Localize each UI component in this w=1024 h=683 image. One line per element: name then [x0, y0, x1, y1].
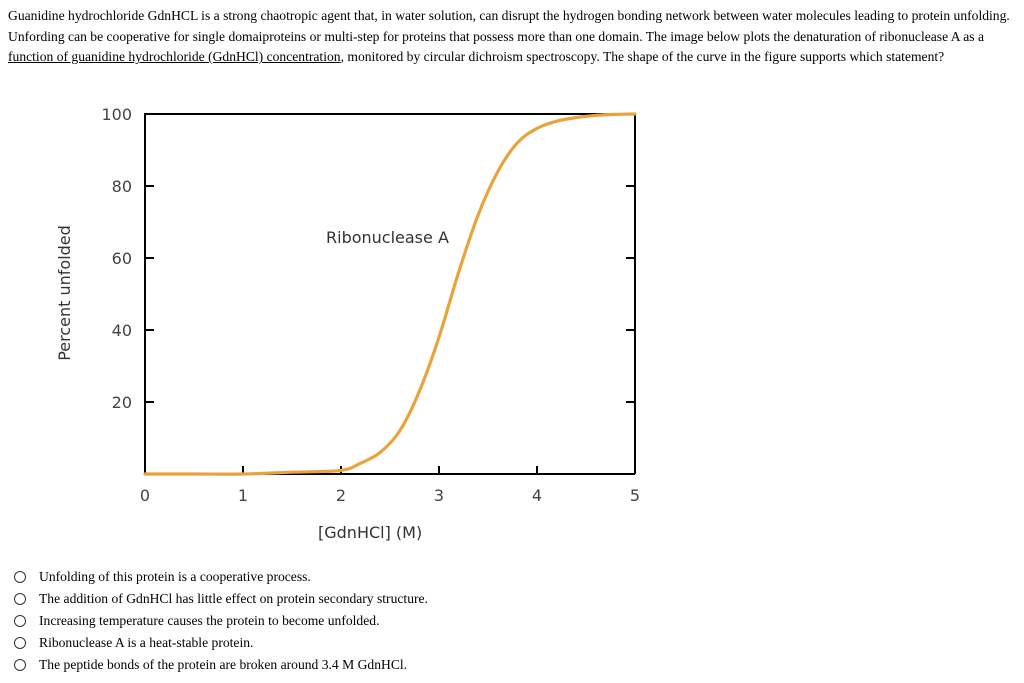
- x-tick-label: 1: [237, 486, 249, 505]
- series-layer: [145, 114, 635, 474]
- x-tick-label: 2: [335, 486, 347, 505]
- y-tick-label: 40: [111, 321, 132, 340]
- option-label: The peptide bonds of the protein are broken around 3.4 M GdnHCl.: [39, 657, 408, 672]
- option-label: The addition of GdnHCl has little effect on protein secondary structure.: [39, 591, 428, 606]
- axes-frame: [145, 113, 635, 474]
- x-tick-label: 5: [629, 486, 641, 505]
- option-label: Unfolding of this protein is a cooperative process.: [39, 569, 311, 584]
- y-tick-label: 60: [111, 249, 132, 268]
- answer-option[interactable]: [14, 610, 714, 632]
- option-label: Increasing temperature causes the protein to become unfolded.: [39, 613, 380, 628]
- question-text: [8, 6, 1013, 68]
- y-tick-label: 100: [101, 105, 132, 124]
- option-label: Ribonuclease A is a heat-stable protein.: [39, 635, 254, 650]
- answer-options: [14, 566, 714, 676]
- answer-option[interactable]: [14, 654, 714, 676]
- question-part-1: Guanidine hydrochloride GdnHCL is a strong chaotropic agent that, in water solution, can disrupt the hydrogen bonding network between water molecules leading to protein unfolding. Unfording can be cooperative for single domaiproteins or multi-step for proteins that possess more than one domain. The image below plots the denaturation of ribonuclease A as a: [8, 8, 1010, 44]
- answer-option[interactable]: [14, 566, 714, 588]
- question-part-2: , monitored by circular dichroism spectroscopy. The shape of the curve in the figure supports which statement?: [340, 49, 945, 65]
- x-tick-label: 3: [433, 486, 445, 505]
- radio-button[interactable]: [14, 659, 26, 671]
- answer-option[interactable]: [14, 632, 714, 654]
- answer-option[interactable]: [14, 588, 714, 610]
- x-axis-ticks: [140, 466, 640, 505]
- y-tick-label: 20: [111, 393, 132, 412]
- x-tick-label: 4: [531, 486, 543, 505]
- curve-annotation: Ribonuclease A: [326, 228, 449, 247]
- radio-button[interactable]: [14, 593, 26, 605]
- radio-button[interactable]: [14, 637, 26, 649]
- series-line-ribonuclease-a: [145, 114, 635, 474]
- question-underlined-phrase: function of guanidine hydrochloride (GdnHCl) concentration: [8, 49, 341, 65]
- radio-button[interactable]: [14, 571, 26, 583]
- y-axis-label: Percent unfolded: [55, 225, 74, 361]
- y-axis-ticks: [101, 105, 635, 412]
- x-axis-label: [GdnHCl] (M): [318, 523, 423, 542]
- y-tick-label: 80: [111, 177, 132, 196]
- radio-button[interactable]: [14, 615, 26, 627]
- denaturation-chart: [0, 95, 680, 557]
- x-tick-label: 0: [139, 486, 151, 505]
